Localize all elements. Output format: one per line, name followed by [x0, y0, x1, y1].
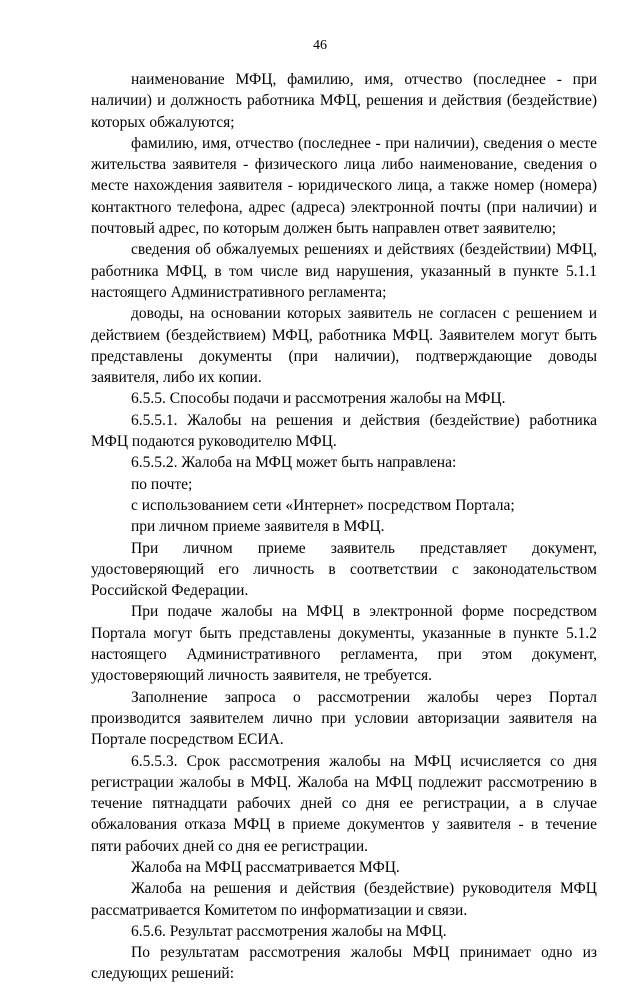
paragraph: сведения об обжалуемых решениях и действиях (бездействии) МФЦ, работника МФЦ, в том числе вид нарушения, указанный в пункте 5.1.1 настоящего Административного регламента; [91, 241, 597, 301]
paragraph: фамилию, имя, отчество (последнее - при наличии), сведения о месте жительства заявителя - физического лица либо наименование, сведения о месте нахождения заявителя - юридического лица, а также номер (номера) контактного телефона, адрес (адреса) электронной почты (при наличии) и почтовый адрес, по которым должен быть направлен ответ заявителю; [91, 134, 597, 238]
page-number: 46 [313, 38, 327, 53]
section-heading: 6.5.6. Результат рассмотрения жалобы на МФЦ. [131, 922, 447, 940]
section-heading: 6.5.5. Способы подачи и рассмотрения жалобы на МФЦ. [131, 390, 506, 408]
document-body [91, 69, 597, 985]
paragraph: Жалоба на МФЦ рассматривается МФЦ. [131, 858, 400, 876]
paragraph: По результатам рассмотрения жалобы МФЦ принимает одно из следующих решений: [91, 944, 597, 983]
paragraph: доводы, на основании которых заявитель не согласен с решением и действием (бездействием) МФЦ, работника МФЦ. Заявителем могут быть представлены документы (при наличии), подтверждающие доводы заявителя, либо их копии. [91, 305, 597, 387]
paragraph: При личном приеме заявитель представляет документ, удостоверяющий его личность в соответствии с законодательством Российской Федерации. [91, 539, 597, 600]
paragraph: 6.5.5.3. Срок рассмотрения жалобы на МФЦ исчисляется со дня регистрации жалобы в МФЦ. Жалоба на МФЦ подлежит рассмотрению в течение пятнадцати рабочих дней со дня ее регистрации, а в случае обжалования отказа МФЦ в приеме документов у заявителя - в течение пяти рабочих дней со дня ее регистрации. [91, 752, 597, 855]
paragraph: Жалоба на решения и действия (бездействие) руководителя МФЦ рассматривается Комитетом по информатизации и связи. [91, 880, 597, 919]
list-item: при личном приеме заявителя в МФЦ. [131, 518, 385, 536]
paragraph: 6.5.5.1. Жалобы на решения и действия (бездействие) работника МФЦ подаются руководителю МФЦ. [91, 411, 597, 451]
list-item: по почте; [131, 475, 193, 493]
paragraph: 6.5.5.2. Жалоба на МФЦ может быть направлена: [131, 454, 457, 472]
paragraph: Заполнение запроса о рассмотрении жалобы через Портал производится заявителем лично при условии авторизации заявителя на Портале посредством ЕСИА. [91, 688, 597, 749]
list-item: с использованием сети «Интернет» посредством Портала; [131, 496, 515, 514]
paragraph: При подаче жалобы на МФЦ в электронной форме посредством Портала могут быть представлены документы, указанные в пункте 5.1.2 настоящего Административного регламента, при этом документ, удостоверяющий личность заявителя, не требуется. [91, 603, 597, 685]
paragraph: наименование МФЦ, фамилию, имя, отчество (последнее - при наличии) и должность работника МФЦ, решения и действия (бездействие) которых обжалуются; [91, 71, 597, 131]
